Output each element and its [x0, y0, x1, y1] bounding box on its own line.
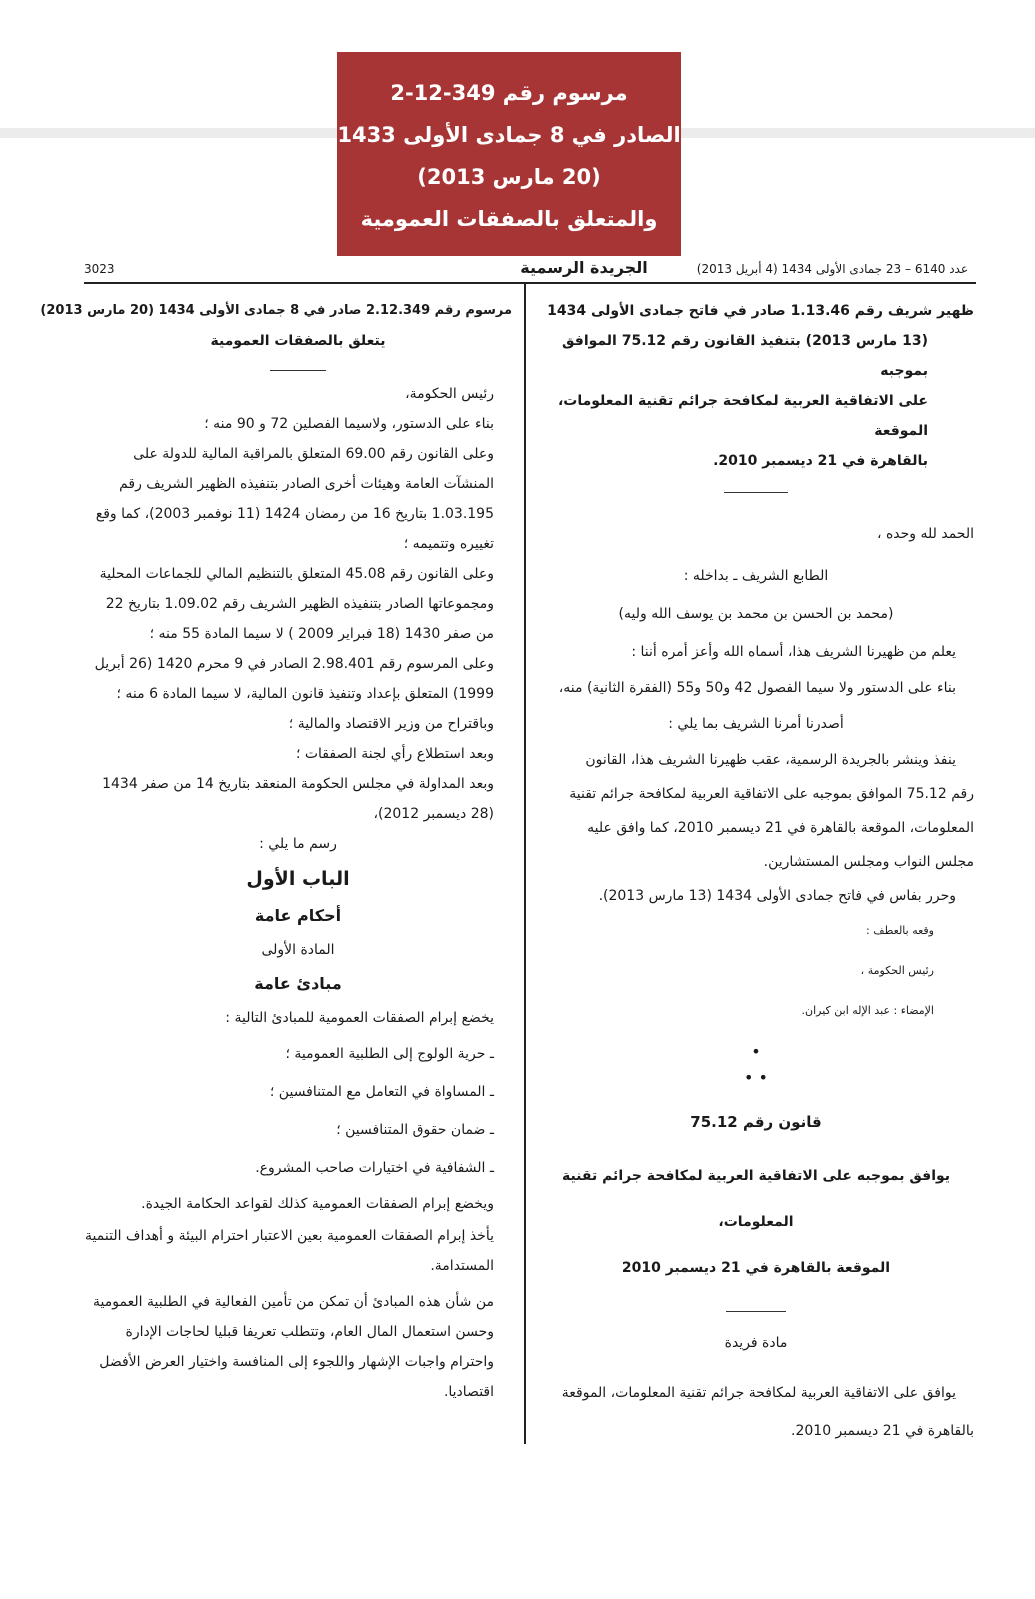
approve-line: بالقاهرة في 21 ديسمبر 2010.	[791, 1423, 974, 1439]
gazette-title: الجريدة الرسمية	[520, 258, 648, 277]
approve-line: يوافق على الاتفاقية العربية لمكافحة جرائم تقنية المعلومات، الموقعة	[561, 1385, 956, 1401]
bullet-item: ـ المساواة في التعامل مع المتنافسين ؛	[269, 1084, 494, 1100]
decree-title-line: يتعلق بالصفقات العمومية	[210, 333, 386, 349]
separator	[726, 1311, 786, 1312]
right-column	[538, 296, 974, 1450]
issue-info: عدد 6140 – 23 جمادى الأولى 1434 (4 أبريل 2013)	[696, 262, 968, 276]
praise: الحمد لله وحده ،	[876, 526, 974, 542]
ornament: • •	[744, 1068, 768, 1087]
dahir-title-line: على الاتفاقية العربية لمكافحة جرائم تقنية المعلومات، الموقعة	[557, 393, 928, 439]
left-column	[40, 296, 512, 1407]
countersign: وقعه بالعطف :	[866, 924, 934, 937]
exec-line: مجلس النواب ومجلس المستشارين.	[763, 854, 974, 870]
banner-line: والمتعلق بالصفقات العمومية	[360, 207, 658, 231]
ornament: •	[751, 1042, 761, 1061]
exec-line: ينفذ وينشر بالجريدة الرسمية، عقب ظهيرنا الشريف هذا، القانون	[585, 752, 956, 768]
dahir-title-line: بالقاهرة في 21 ديسمبر 2010.	[713, 453, 928, 469]
decreed: رسم ما يلي :	[259, 836, 337, 852]
separator	[724, 492, 788, 493]
decree-paragraph: وعلى القانون رقم 45.08 المتعلق بالتنظيم المالي للجماعات المحلية ومجموعاتها الصادر بتنفيذه الظهير الشريف رقم 1.09.02 بتاريخ 22 من صفر 1430 (18 فبراير 2009 ) لا سيما المادة 55 منه ؛	[99, 566, 494, 642]
section-heading: مبادئ عامة	[254, 974, 342, 993]
dahir-paragraph: بناء على الدستور ولا سيما الفصول 42 و50 و55 (الفقرة الثانية) منه،	[558, 680, 956, 696]
head-of-government: رئيس الحكومة ،	[860, 964, 934, 977]
signature: الإمضاء : عبد الإله ابن كيران.	[801, 1004, 934, 1017]
decree-paragraph: وباقتراح من وزير الاقتصاد والمالية ؛	[288, 716, 494, 732]
part-heading: الباب الأول	[246, 868, 350, 890]
banner-line: الصادر في 8 جمادى الأولى 1433	[337, 123, 681, 147]
column-divider	[524, 284, 526, 1444]
bullet-item: ـ حرية الولوج إلى الطلبية العمومية ؛	[285, 1046, 494, 1062]
page-header	[84, 258, 976, 280]
section-heading: أحكام عامة	[254, 906, 342, 925]
decree-paragraph: يخضع إبرام الصفقات العمومية للمبادئ التالية :	[225, 1010, 494, 1026]
banner-line: مرسوم رقم 349-12-2	[390, 81, 628, 105]
king-name: (محمد بن الحسن بن محمد بن يوسف الله وليه)	[618, 606, 894, 622]
decree-title-line: مرسوم رقم 2.12.349 صادر في 8 جمادى الأولى 1434 (20 مارس 2013)	[40, 303, 512, 318]
decree-paragraph: وبعد المداولة في مجلس الحكومة المنعقد بتاريخ 14 من صفر 1434 (28 ديسمبر 2012)،	[102, 776, 494, 822]
separator	[270, 370, 326, 371]
banner-line: (20 مارس 2013)	[417, 165, 601, 189]
dahir-title-line: ظهير شريف رقم 1.13.46 صادر في فاتح جمادى الأولى 1434	[547, 303, 974, 319]
decree-paragraph: وبعد استطلاع رأي لجنة الصفقات ؛	[295, 746, 494, 762]
decree-paragraph: يأخذ إبرام الصفقات العمومية بعين الاعتبار احترام البيئة و أهداف التنمية المستدامة.	[85, 1228, 494, 1274]
written-at: وحرر بفاس في فاتح جمادى الأولى 1434 (13 مارس 2013).	[598, 888, 956, 904]
law-subtitle: الموقعة بالقاهرة في 21 ديسمبر 2010	[621, 1260, 891, 1276]
dahir-title-line: (13 مارس 2013) بتنفيذ القانون رقم 75.12 الموافق بموجبه	[562, 333, 928, 379]
dahir-paragraph: يعلم من ظهيرنا الشريف هذا، أسماه الله وأعز أمره أننا :	[631, 644, 956, 660]
decree-banner	[337, 52, 681, 256]
decree-paragraph: من شأن هذه المبادئ أن تمكن من تأمين الفعالية في الطلبية العمومية وحسن استعمال المال العام، وتتطلب تعريفا قبليا لحاجات الإدارة واحترام واجبات الإشهار واللجوء إلى المنافسة واختيار العرض الأفضل اقتصاديا.	[93, 1294, 494, 1400]
law-subtitle: يوافق بموجبه على الاتفاقية العربية لمكافحة جرائم تقنية المعلومات،	[561, 1168, 951, 1230]
head-of-government: رئيس الحكومة،	[405, 386, 494, 402]
exec-line: المعلومات، الموقعة بالقاهرة في 21 ديسمبر 2010، كما وافق عليه	[587, 820, 974, 836]
bullet-item: ـ ضمان حقوق المتنافسين ؛	[336, 1122, 494, 1138]
page-number: 3023	[84, 262, 115, 276]
law-title: قانون رقم 75.12	[690, 1113, 822, 1131]
decree-paragraph: بناء على الدستور، ولاسيما الفصلين 72 و 90 منه ؛	[204, 416, 494, 432]
article-heading: المادة الأولى	[261, 942, 335, 958]
single-article: مادة فريدة	[724, 1335, 788, 1351]
header-rule	[84, 282, 976, 284]
decree-paragraph: وعلى القانون رقم 69.00 المتعلق بالمراقبة المالية للدولة على المنشآت العامة وهيئات أخرى الصادر بتنفيذه الظهير الشريف رقم 1.03.195 بتاريخ 16 من رمضان 1424 (11 نوفمبر 2003)، كما وقع تغييره وتتميمه ؛	[95, 446, 494, 552]
decreed: أصدرنا أمرنا الشريف بما يلي :	[668, 716, 844, 732]
exec-line: رقم 75.12 الموافق بموجبه على الاتفاقية العربية لمكافحة جرائم تقنية	[569, 786, 974, 802]
decree-paragraph: ويخضع إبرام الصفقات العمومية كذلك لقواعد الحكامة الجيدة.	[141, 1196, 494, 1212]
decree-paragraph: وعلى المرسوم رقم 2.98.401 الصادر في 9 محرم 1420 (26 أبريل 1999) المتعلق بإعداد وتنفيذ قانون المالية، لا سيما المادة 6 منه ؛	[94, 656, 494, 702]
bullet-item: ـ الشفافية في اختيارات صاحب المشروع.	[255, 1160, 494, 1176]
seal: الطابع الشريف ـ بداخله :	[683, 568, 829, 584]
